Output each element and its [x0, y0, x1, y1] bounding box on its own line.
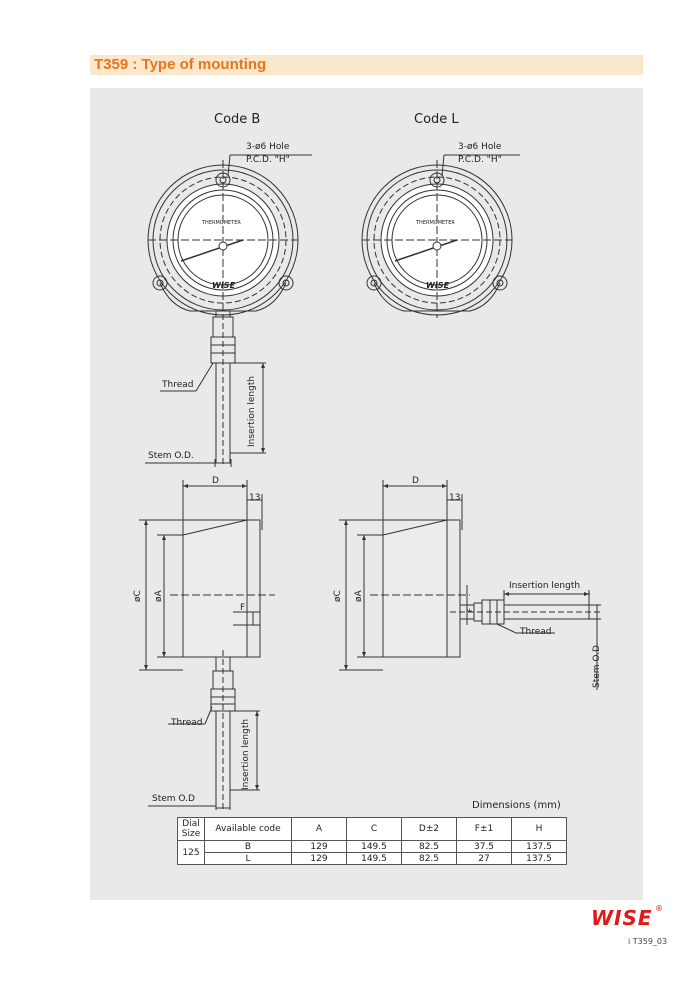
thread-label-b-front: Thread [162, 380, 194, 390]
hole-label-l: 3-ø6 Hole [458, 142, 502, 152]
dial-size-cell: 125 [178, 841, 205, 865]
dim-phi-c-l: øC [333, 590, 343, 602]
d-cell: 82.5 [402, 841, 457, 853]
code-l-title: Code L [414, 112, 459, 127]
dim-f-b: F [240, 603, 246, 613]
dim-d-l: D [412, 476, 419, 486]
dim-f-l: F [466, 607, 474, 612]
dial-text-l: THERMOMETER [416, 220, 455, 226]
header-available-code: Available code [205, 818, 292, 841]
thread-label-b-side: Thread [171, 718, 203, 728]
dial-brand-l: WISE [426, 281, 450, 290]
code-cell: B [205, 841, 292, 853]
wise-logo: WISE [591, 906, 653, 930]
c-cell: 149.5 [347, 841, 402, 853]
table-row [178, 841, 567, 853]
pcd-label-b: P.C.D. "H" [246, 155, 290, 165]
insertion-length-label-b-side: Insertion length [241, 718, 251, 790]
header-h: H [512, 818, 567, 841]
insertion-length-label-b-front: Insertion length [247, 375, 257, 447]
f-cell: 37.5 [457, 841, 512, 853]
h-cell: 137.5 [512, 853, 567, 865]
table-row [178, 853, 567, 865]
page-reference: i T359_03 [628, 937, 668, 946]
gauge-front-code-b [145, 155, 312, 467]
stem-od-label-l: Stem O.D [592, 645, 602, 688]
header-d: D±2 [402, 818, 457, 841]
gauge-front-code-l [362, 155, 520, 318]
header-f: F±1 [457, 818, 512, 841]
dial-brand-b: WISE [212, 281, 236, 290]
h-cell: 137.5 [512, 841, 567, 853]
dim-phi-a-b: øA [154, 590, 164, 602]
side-view-code-b [139, 480, 275, 812]
dim-13-b: 13 [249, 493, 261, 503]
table-header-row [178, 818, 567, 841]
f-cell: 27 [457, 853, 512, 865]
dim-d-b: D [212, 476, 219, 486]
c-cell: 149.5 [347, 853, 402, 865]
header-a: A [292, 818, 347, 841]
thread-label-l: Thread [520, 627, 552, 637]
dial-text-b: THERMOMETER [202, 220, 241, 226]
code-cell: L [205, 853, 292, 865]
a-cell: 129 [292, 841, 347, 853]
stem-od-label-b-side: Stem O.D [152, 794, 195, 804]
a-cell: 129 [292, 853, 347, 865]
header-dial-size: Dial Size [178, 818, 205, 841]
dim-phi-c-b: øC [133, 590, 143, 602]
dimensions-table [177, 817, 567, 865]
registered-mark: ® [655, 904, 663, 913]
hole-label-b: 3-ø6 Hole [246, 142, 290, 152]
stem-od-label-b-front: Stem O.D. [148, 451, 194, 461]
dim-13-l: 13 [449, 493, 461, 503]
d-cell: 82.5 [402, 853, 457, 865]
pcd-label-l: P.C.D. "H" [458, 155, 502, 165]
header-c: C [347, 818, 402, 841]
dim-phi-a-l: øA [354, 590, 364, 602]
dimensions-caption: Dimensions (mm) [472, 800, 561, 811]
insertion-length-label-l: Insertion length [509, 581, 581, 591]
page-title: T359 : Type of mounting [94, 56, 267, 73]
code-b-title: Code B [214, 112, 261, 127]
